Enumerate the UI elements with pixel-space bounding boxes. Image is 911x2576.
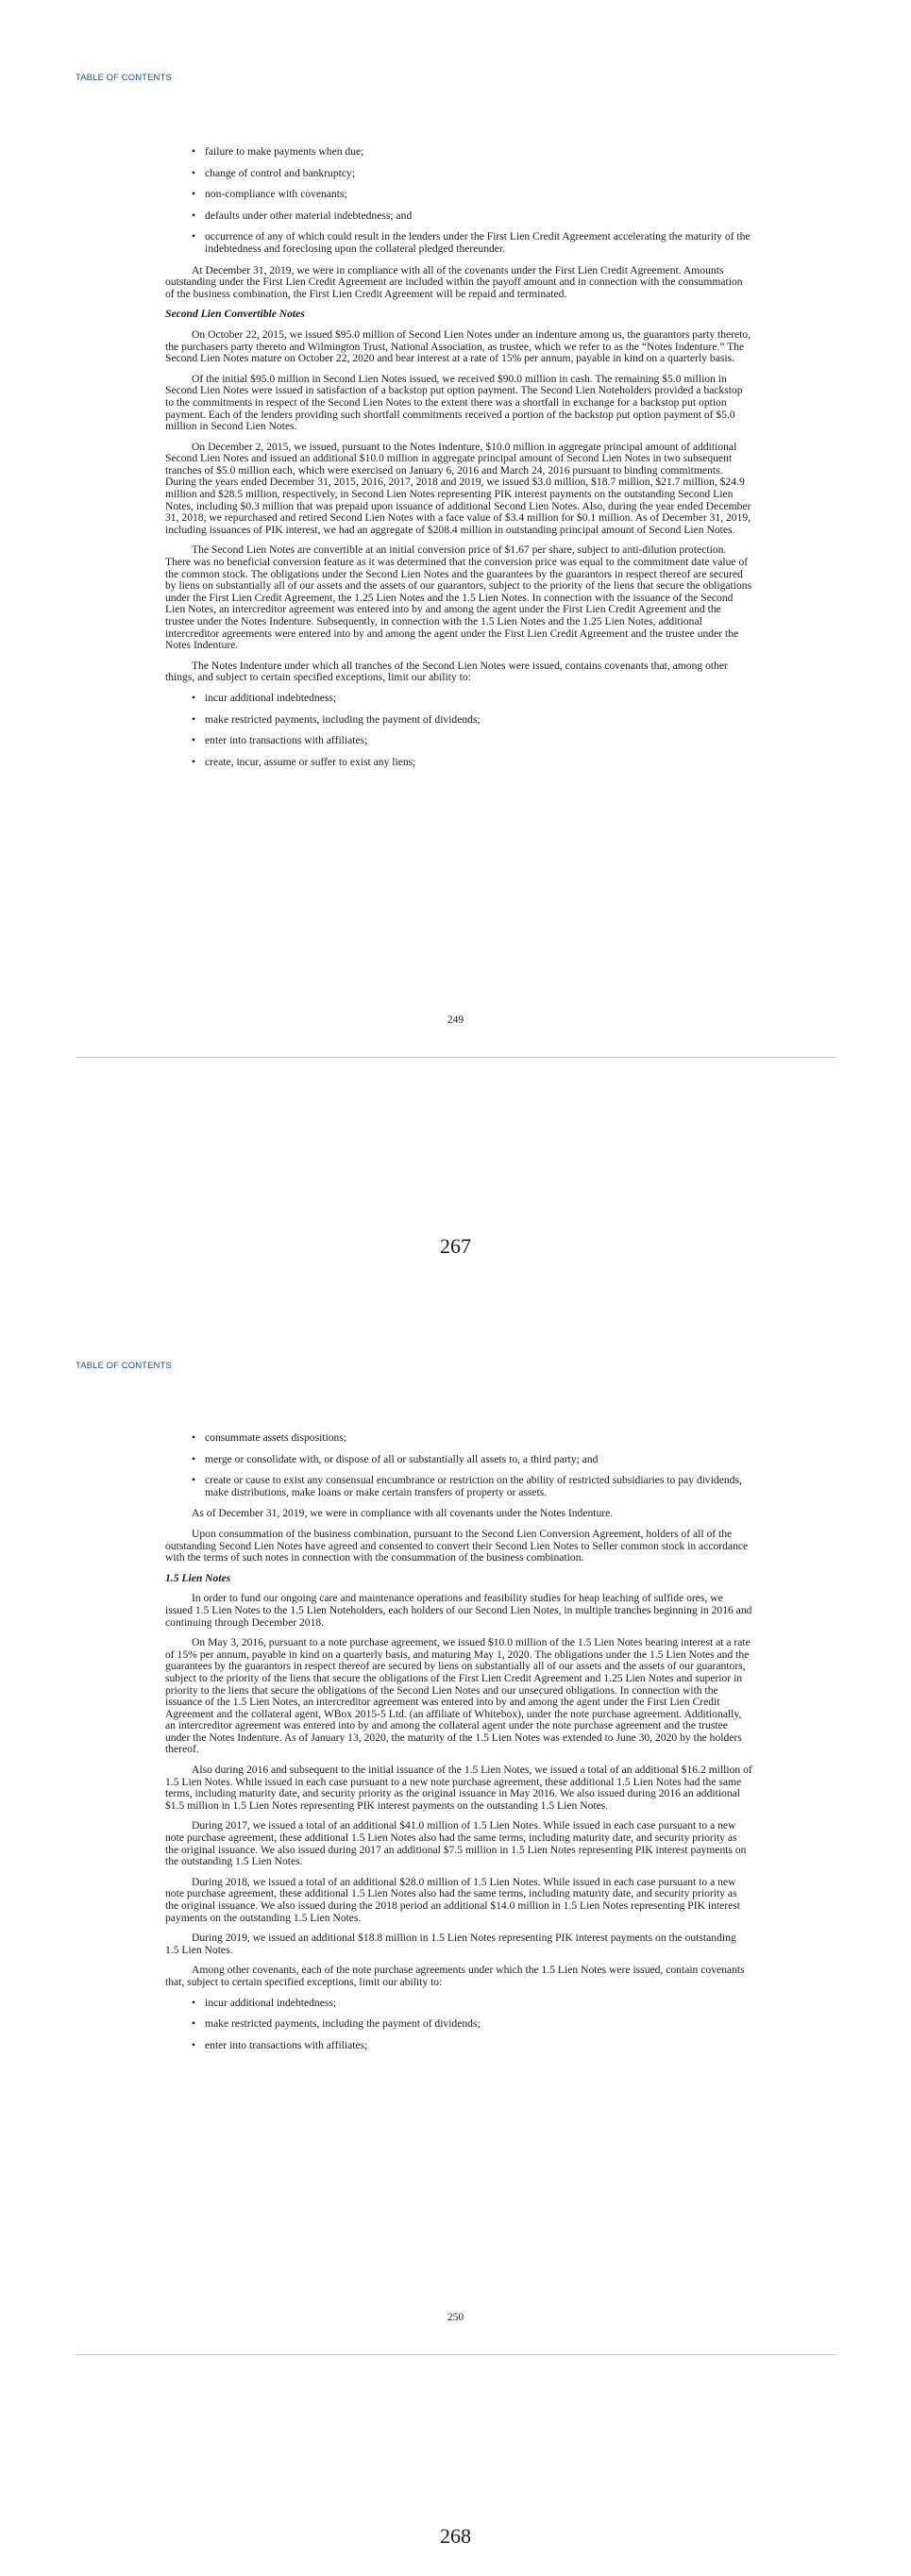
list-item: • make restricted payments, including the payment of dividends; (192, 2017, 481, 2031)
paragraph: As of December 31, 2019, we were in compliance with all covenants under the Notes Indenture. (192, 1507, 614, 1520)
bullet-icon: • (192, 2017, 196, 2031)
bullet-icon: • (192, 2038, 196, 2051)
paragraph: At December 31, 2019, we were in compliance with all of the covenants under the First Lien Credit Agreement. Amounts outstanding under the First Lien Credit Agreement are included within the payoff amount and in connection with the consummation of the business combination, the First Lien Credit Agreement will be repaid and terminated. (165, 263, 743, 300)
list-item: • enter into transactions with affiliates; (192, 734, 368, 747)
document-page-index: 268 (440, 2524, 471, 2548)
paragraph: Also during 2016 and subsequent to the initial issuance of the 1.5 Lien Notes, we issued a total of an additional $16.2 million of 1.5 Lien Notes. While issued in each case pursuant to a new note purchase agreement, these additional 1.5 Lien Notes had the same terms, including maturity date, and security priority as the original issuance in May 2016. We also issued during 2016 an additional $1.5 million in 1.5 Lien Notes representing PIK interest payments on the outstanding 1.5 Lien Notes. (165, 1764, 752, 1812)
page-body (165, 1432, 752, 2061)
bullet-icon: • (192, 734, 196, 747)
paragraph: On October 22, 2015, we issued $95.0 million of Second Lien Notes under an indenture among us, the guarantors party thereto, the purchasers party thereto and Wilmington Trust, National Association, as trustee, which we refer to as the “Notes Indenture.” The Second Lien Notes mature on October 22, 2020 and bear interest at a rate of 15% per annum, payable in kind on a quarterly basis. (165, 327, 751, 365)
list-item: • defaults under other material indebtedness; and (192, 209, 413, 222)
list-item: • occurrence of any of which could result in the lenders under the First Lien Credit Agreement accelerating the maturity of the indebtedness and foreclosing upon the collateral pledged thereunder. (192, 230, 751, 255)
page-number: 250 (447, 2312, 464, 2323)
bullet-icon: • (192, 1474, 196, 1487)
paragraph: On May 3, 2016, pursuant to a note purchase agreement, we issued $10.0 million of the 1.5 Lien Notes bearing interest at a rate of 15% per annum, payable in kind on a quarterly basis, and maturing May 1, 2020. The obligations under the 1.5 Lien Notes and the guarantees by the guarantors in respect thereof are secured by liens on substantially all of our assets and the assets of our guarantors, subject to the priority of the liens that secure the obligations of the First Lien Credit Agreement and 1.25 Lien Notes and superior in priority to the liens that secure the obligations of the Second Lien Notes and our unsecured obligations. In connection with the issuance of the 1.5 Lien Notes, an intercreditor agreement was entered into by and among the agent under the First Lien Credit Agreement and the collateral agent, WBox 2015-5 Ltd. (an affiliate of Whitebox), under the note purchase agreement. Additionally, an intercreditor agreement was entered into by and among the collateral agent under the note purchase agreement and the trustee under the Notes Indenture. As of January 13, 2020, the maturity of the 1.5 Lien Notes was extended to June 30, 2020 by the holders thereof. (165, 1636, 751, 1756)
page-body (165, 146, 752, 778)
list-item: • enter into transactions with affiliates; (192, 2038, 368, 2051)
bullet-icon: • (192, 1996, 196, 2009)
bullet-icon: • (192, 712, 196, 726)
bullet-icon: • (192, 145, 196, 158)
default-events-list (165, 146, 752, 256)
table-of-contents-link[interactable]: TABLE OF CONTENTS (76, 1361, 172, 1371)
bullet-icon: • (192, 166, 196, 179)
paragraph: The Second Lien Notes are convertible at an initial conversion price of $1.67 per share, subject to anti-dilution protection. There was no beneficial conversion feature as it was determined that the conversion price was equal to the commitment date value of the common stock. The obligations under the Second Lien Notes and the guarantees by the guarantors in respect thereof are secured by liens on substantially all of our assets and the assets of our guarantors, subject to the priority of the liens that secure the obligations under the First Lien Credit Agreement, the 1.25 Lien Notes and the 1.5 Lien Notes. In connection with the issuance of the Second Lien Notes, an intercreditor agreement was entered into by and among the agent under the First Lien Credit Agreement and the trustee under the Notes Indenture. Subsequently, in connection with the 1.5 Lien Notes and the 1.25 Lien Notes, additional intercreditor agreements were entered into by and among the agent under the First Lien Credit Agreement and the trustee under the Notes Indenture. (165, 544, 752, 652)
list-item: • change of control and bankruptcy; (192, 166, 356, 179)
page-divider (76, 1057, 835, 1058)
list-item: • create, incur, assume or suffer to exist any liens; (192, 755, 416, 768)
paragraph: On December 2, 2015, we issued, pursuant to the Notes Indenture, $10.0 million in aggregate principal amount of additional Second Lien Notes and issued an additional $10.0 million in aggregate principal amount of Second Lien Notes in two subsequent tranches of $5.0 million each, which were exercised on January 6, 2016 and March 24, 2016 pursuant to binding commitments. During the years ended December 31, 2015, 2016, 2017, 2018 and 2019, we issued $3.0 million, $18.7 million, $21.7 million, $24.9 million and $28.5 million, respectively, in Second Lien Notes representing PIK interest payments on the outstanding Second Lien Notes, including $0.3 million that was prepaid upon issuance of additional Second Lien Notes. Also, during the year ended December 31, 2018, we repurchased and retired Second Lien Notes with a face value of $3.4 million for $0.1 million. As of December 31, 2019, including issuances of PIK interest, we had an aggregate of $208.4 million in outstanding principal amount of Second Lien Notes. (165, 440, 751, 536)
page-number: 249 (447, 1014, 464, 1026)
bullet-icon: • (192, 755, 196, 768)
section-heading: 1.5 Lien Notes (165, 1571, 231, 1584)
bullet-icon: • (192, 1431, 196, 1444)
paragraph: During 2018, we issued a total of an additional $28.0 million of 1.5 Lien Notes. While issued in each case pursuant to a new note purchase agreement, these additional 1.5 Lien Notes also had the same terms, including maturity date, and security priority as the original issuance. We also issued during the 2018 period an additional $14.0 million in 1.5 Lien Notes representing PIK interest payments on the outstanding 1.5 Lien Notes. (165, 1875, 741, 1924)
list-item: • incur additional indebtedness; (192, 691, 337, 704)
paragraph: During 2019, we issued an additional $18.8 million in 1.5 Lien Notes representing PIK interest payments on the outstanding 1.5 Lien Notes. (165, 1932, 736, 1956)
bullet-icon: • (192, 209, 196, 222)
paragraph: The Notes Indenture under which all tranches of the Second Lien Notes were issued, contains covenants that, among other things, and subject to certain specified exceptions, limit our ability to: (165, 659, 728, 684)
bullet-icon: • (192, 691, 196, 704)
page-divider (76, 2354, 835, 2355)
bullet-icon: • (192, 1452, 196, 1465)
list-item: • non-compliance with covenants; (192, 188, 347, 201)
document-page-250 (0, 1288, 911, 2576)
list-item: • incur additional indebtedness; (192, 1996, 337, 2009)
paragraph: Among other covenants, each of the note purchase agreements under which the 1.5 Lien Notes were issued, contain covenants that, subject to certain specified exceptions, limit our ability to: (165, 1964, 745, 1988)
bullet-icon: • (192, 188, 196, 201)
bullet-icon: • (192, 230, 196, 243)
list-item: • make restricted payments, including the payment of dividends; (192, 712, 481, 726)
list-item: • consummate assets dispositions; (192, 1431, 347, 1444)
list-item: • merge or consolidate with, or dispose of all or substantially all assets to, a third party; and (192, 1452, 599, 1465)
document-page-index: 267 (440, 1234, 471, 1258)
covenants-list-continued (165, 1432, 752, 1498)
paragraph: During 2017, we issued a total of an additional $41.0 million of 1.5 Lien Notes. While issued in each case pursuant to a new note purchase agreement, these additional 1.5 Lien Notes also had the same terms, including maturity date, and security priority as the original issuance. We also issued during 2017 an additional $7.5 million in 1.5 Lien Notes representing PIK interest payments on the outstanding 1.5 Lien Notes. (165, 1819, 747, 1868)
list-item: • failure to make payments when due; (192, 145, 364, 158)
table-of-contents-link[interactable]: TABLE OF CONTENTS (76, 73, 172, 83)
covenants-list (165, 693, 752, 768)
paragraph: Of the initial $95.0 million in Second Lien Notes issued, we received $90.0 million in cash. The remaining $5.0 million in Second Lien Notes were issued in satisfaction of a backstop put option payment. The Second Lien Noteholders provided a backstop to the commitments in respect of the Second Lien Notes to the extent there was a shortfall in exchange for a backstop put option payment. Each of the lenders providing such shortfall commitments received a portion of the backstop put option payment of $5.0 million in Second Lien Notes. (165, 372, 743, 433)
list-item: • create or cause to exist any consensual encumbrance or restriction on the ability of restricted subsidiaries to pay dividends, make distributions, make loans or make certain transfers of property or assets. (192, 1474, 742, 1498)
section-heading: Second Lien Convertible Notes (165, 308, 305, 321)
covenants-list (165, 1998, 752, 2052)
paragraph: Upon consummation of the business combination, pursuant to the Second Lien Conversion Agreement, holders of all of the outstanding Second Lien Notes have agreed and consented to convert their Second Lien Notes to Seller common stock in accordance with the terms of such notes in connection with the consummation of the business combination. (165, 1527, 749, 1564)
paragraph: In order to fund our ongoing care and maintenance operations and feasibility studies for heap leaching of sulfide ores, we issued 1.5 Lien Notes to the 1.5 Lien Noteholders, each holders of our Second Lien Notes, in multiple tranches beginning in 2016 and continuing through December 2018. (165, 1592, 752, 1629)
